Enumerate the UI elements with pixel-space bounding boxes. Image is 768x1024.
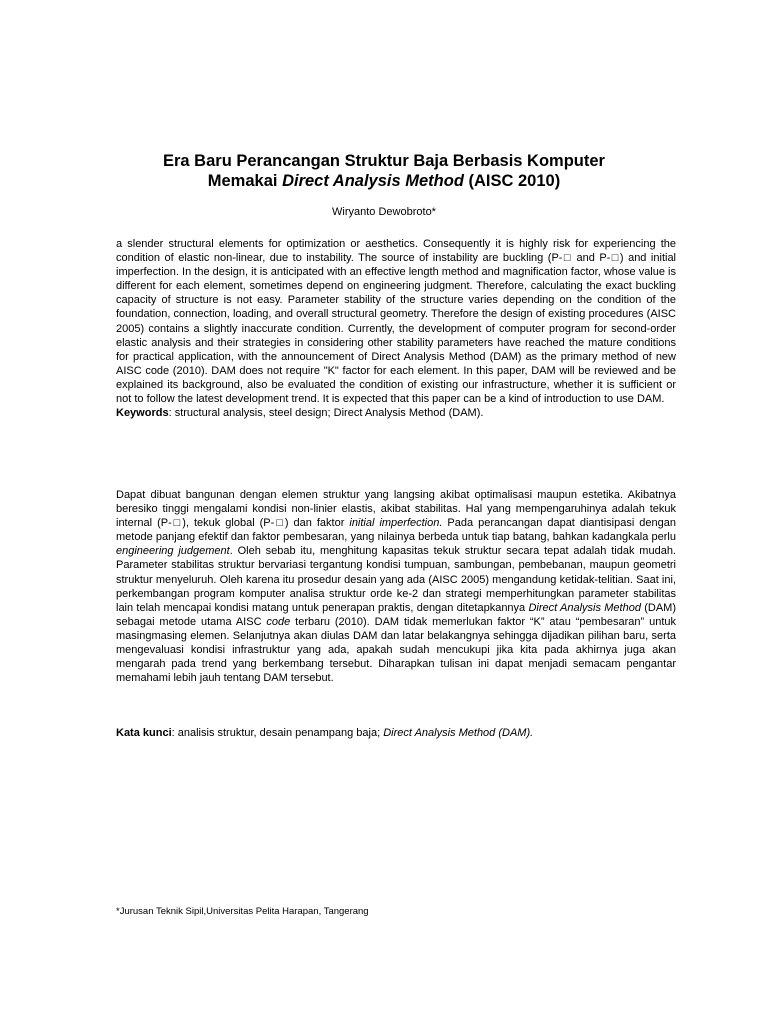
abstract-english-text: a slender structural elements for optimization or aesthetics. Consequently it is highly risk for experiencing the condition of elastic non-linear, due to instability. The source of instability are buckling (P-□ and P-□) and initial imperfection. In the design, it is anticipated with an effective length method and magnification factor, whose value is different for each element, sometimes depend on engineering judgment. Therefore, calculating the exact buckling capacity of structure is not easy. Parameter stability of the structure varies depending on the condition of the foundation, connection, loading, and overall structural geometry. Therefore the design of existing procedures (AISC 2005) contains a slightly inaccurate condition. Currently, the development of computer program for second-order elastic analysis and their strategies in considering other stability parameters have reached the mature conditions for practical application, with the announcement of Direct Analysis Method (DAM) as the primary method of new AISC code (2010). DAM does not require "K" factor for each element. In this paper, DAM will be reviewed and be explained its background, also be evaluated the condition of existing our infrastructure, whether it is sufficient or not to follow the latest development trend. It is expected that this paper can be a kind of introduction to use DAM.: [116, 238, 676, 406]
title-line-2-italic: Direct Analysis Method: [282, 172, 464, 190]
keywords-label: Keywords: [116, 407, 169, 420]
abstract-english: [116, 237, 676, 420]
abstract-id-part-5: terbaru (2010). DAM tidak memerlukan faktor “K” atau “pembesaran” untuk masingmasing elemen. Selanjutnya akan diulas DAM dan latar belakangnya sehingga dijadikan pilihan baru, serta mengevaluasi kondisi infrastruktur yang ada, apakah sudah mencukupi jika kita pada akhirnya juga akan mengarah pada trend yang berkembang tersebut. Diharapkan tulisan ini dapat menjadi semacam pengantar memahami lebih jauh tentang DAM tersebut.: [116, 615, 676, 685]
keywords-line: [116, 406, 676, 420]
author-name: Wiryanto Dewobroto*: [332, 206, 436, 218]
paper-title: [100, 151, 668, 191]
abstract-id-part-4: (DAM) sebagai metode utama AISC: [116, 601, 676, 628]
abstract-id-italic-2: engineering judgement: [116, 545, 230, 558]
kata-kunci-italic: Direct Analysis Method (DAM).: [383, 727, 534, 739]
title-line-2-prefix: Memakai: [207, 172, 283, 190]
abstract-id-italic-1: initial imperfection.: [349, 517, 443, 530]
kata-kunci-line: [116, 726, 676, 740]
abstract-id-italic-3: Direct Analysis Method: [528, 601, 641, 614]
abstract-id-italic-4: code: [266, 615, 291, 628]
abstract-id-part-3: . Oleh sebab itu, menghitung kapasitas tekuk struktur secara tepat adalah tidak mudah. Parameter stabilitas struktur bervariasi tergantung kondisi tumpuan, sambungan, pembebanan, maupun geometri struktur menyeluruh. Oleh karena itu prosedur desain yang ada (AISC 2005) mengandung ketidak-telitian. Saat ini, perkembangan program komputer analisa struktur orde ke-2 dan strategi memperhitungkan parameter stabilitas lain telah mencapai kondisi matang untuk penerapan praktis, dengan ditetapkannya: [116, 545, 676, 614]
title-line-2: [100, 171, 668, 191]
kata-kunci-text: : analisis struktur, desain penampang baja;: [171, 727, 384, 739]
kata-kunci-label: Kata kunci: [116, 727, 172, 739]
abstract-id-part-1: Dapat dibuat bangunan dengan elemen struktur yang langsing akibat optimalisasi maupun estetika. Akibatnya beresiko tinggi mengalami kondisi non-linier elastis, akibat stabilitas. Hal yang mempengaruhinya adalah tekuk internal (P-□), tekuk global (P-□) dan faktor: [116, 489, 676, 530]
footnote: *Jurusan Teknik Sipil,Universitas Pelita Harapan, Tangerang: [116, 906, 369, 917]
title-line-1: Era Baru Perancangan Struktur Baja Berbasis Komputer: [163, 152, 605, 170]
title-line-2-suffix: (AISC 2010): [463, 172, 561, 190]
abstract-indonesian-text: [116, 488, 676, 685]
keywords-text: : structural analysis, steel design; Direct Analysis Method (DAM).: [168, 407, 484, 420]
abstract-indonesian: [116, 488, 676, 685]
abstract-id-part-2: Pada perancangan dapat diantisipasi dengan metode panjang efektif dan faktor pembesaran, yang nilainya berbeda untuk tiap batang, bahkan kadangkala perlu: [116, 517, 676, 544]
